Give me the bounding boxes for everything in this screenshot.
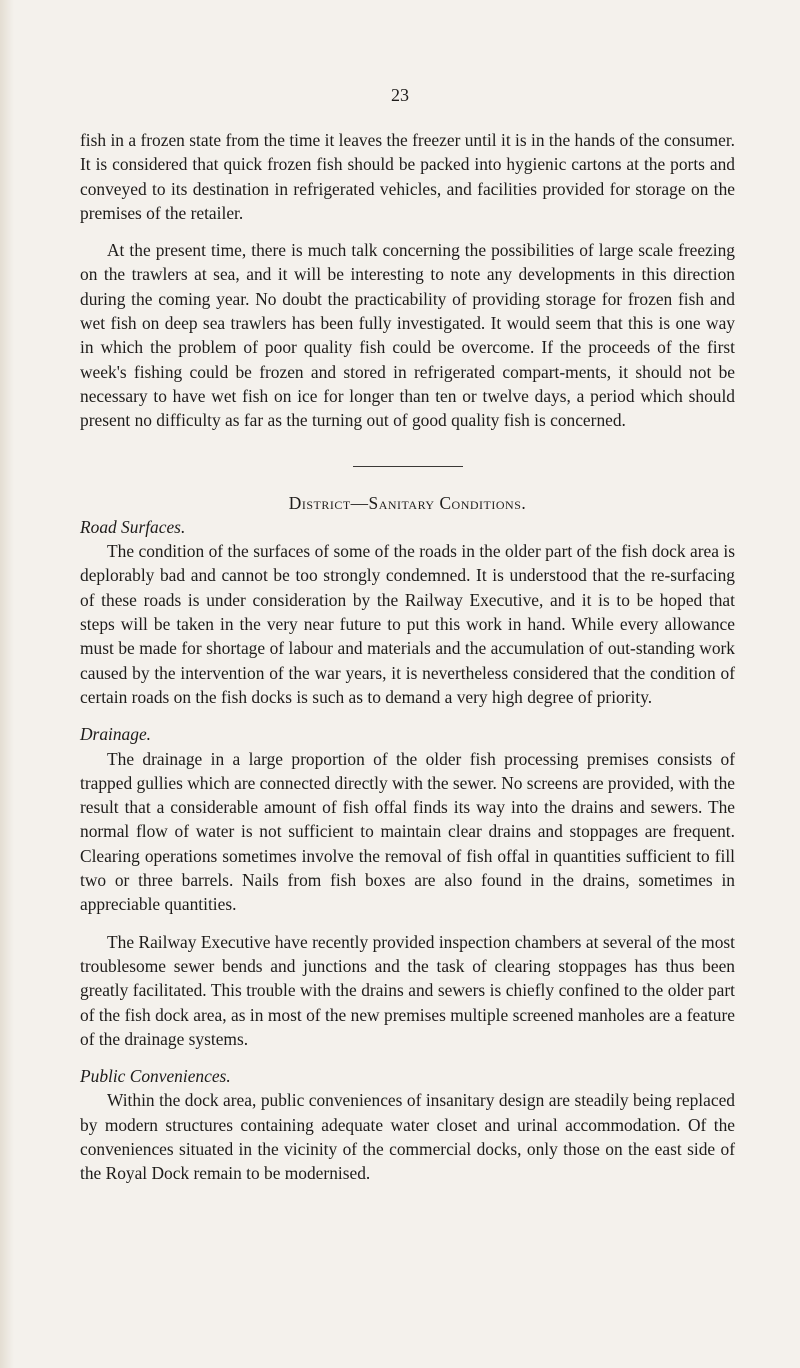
page-number: 23 (391, 85, 409, 105)
section-title: District—Sanitary Conditions. (288, 492, 527, 513)
page-edge-shadow (0, 0, 14, 1368)
road-surfaces-heading: Road Surfaces. (80, 516, 186, 537)
intro-paragraph-2: At the present time, there is much talk concerning the possibilities of large scale freezing on the trawlers at sea, and it will be interesting to note any developments in this direction during the coming year. No doubt the practicability of providing storage for frozen fish and wet fish on deep sea trawlers has been fully investigated. It would seem that this is one way in which the problem of poor quality fish could be overcome. If the proceeds of the first week's fishing could be frozen and stored in refrigerated compart-ments, it should not be necessary to have wet fish on ice for longer than ten or twelve days, a period which should present no difficulty as far as the turning out of good quality fish is concerned. (80, 240, 735, 431)
drainage-heading: Drainage. (80, 724, 152, 745)
intro-paragraph-1: fish in a frozen state from the time it leaves the freezer until it is in the hands of the consumer. It is considered that quick frozen fish should be packed into hygienic cartons at the ports and conveyed to its destination in refrigerated vehicles, and facilities provided for storage on the premises of the retailer. (80, 130, 735, 223)
public-conveniences-heading: Public Conveniences. (80, 1066, 231, 1087)
drainage-paragraph-1: The drainage in a large proportion of the older fish processing premises consists of trapped gullies which are connected directly with the sewer. No screens are provided, with the result that a considerable amount of fish offal finds its way into the drains and sewers. The normal flow of water is not sufficient to maintain clear drains and stoppages are frequent. Clearing operations sometimes involve the removal of fish offal in quantities sufficient to fill two or three barrels. Nails from fish boxes are also found in the drains, sometimes in appreciable quantities. (80, 748, 735, 915)
section-divider (353, 466, 463, 467)
road-surfaces-paragraph: The condition of the surfaces of some of the roads in the older part of the fish dock area is deplorably bad and cannot be too strongly condemned. It is understood that the re-surfacing of these roads is under consideration by the Railway Executive, and it is to be hoped that steps will be taken in the very near future to put this work in hand. While every allowance must be made for shortage of labour and materials and the accumulation of out-standing work caused by the intervention of the war years, it is nevertheless considered that the condition of certain roads on the fish docks is such as to demand a very high degree of priority. (80, 541, 735, 707)
drainage-paragraph-2: The Railway Executive have recently provided inspection chambers at several of the most troublesome sewer bends and junctions and the task of clearing stoppages has thus been greatly facilitated. This trouble with the drains and sewers is chiefly confined to the older part of the fish dock area, as in most of the new premises multiple screened manholes are a feature of the drainage systems. (80, 931, 735, 1049)
public-conveniences-paragraph: Within the dock area, public conveniences of insanitary design are steadily being replaced by modern structures containing adequate water closet and urinal accommodation. Of the conveniences situated in the vicinity of the commercial docks, only those on the east side of the Royal Dock remain to be modernised. (80, 1090, 735, 1184)
page-body (80, 128, 735, 1199)
